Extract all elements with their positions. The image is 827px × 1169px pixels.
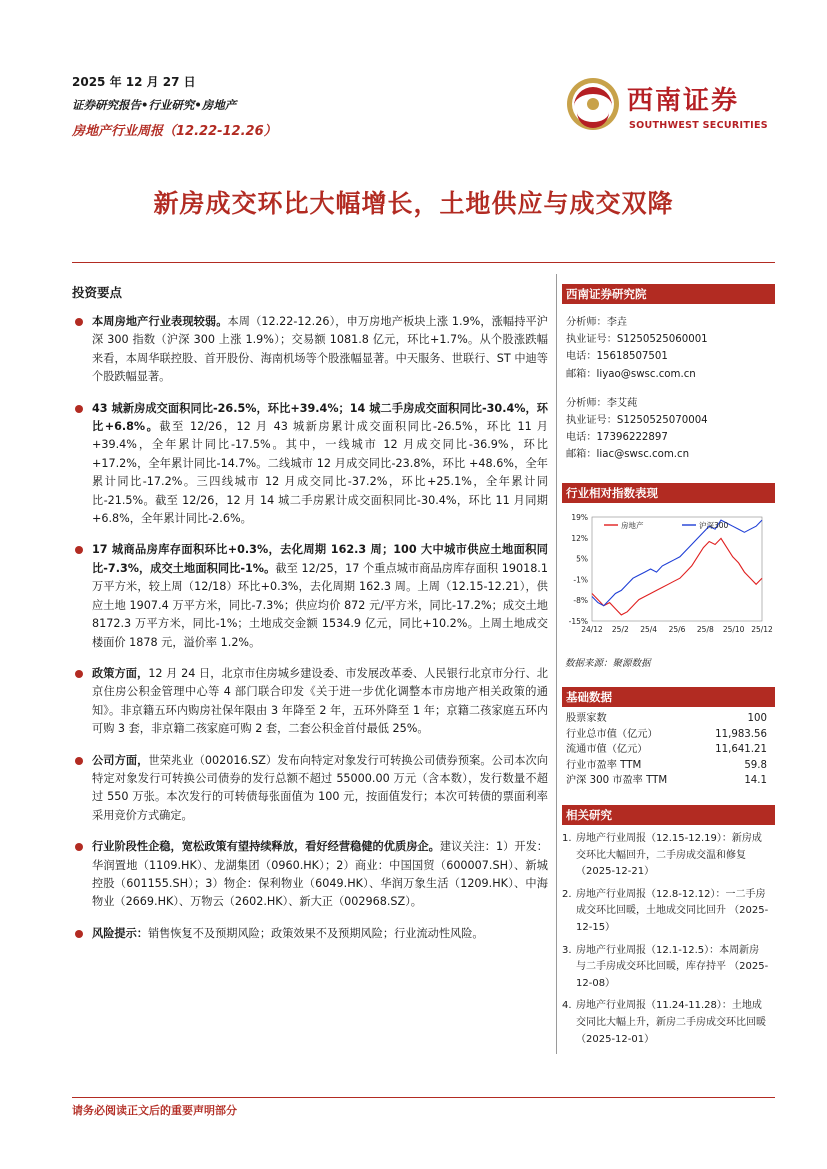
related-item-text: 房地产行业周报（12.15-12.19）：新房成交环比大幅回升，二手房成交温和修复 （2025-12-21） [576,833,762,878]
y-tick-label: 5% [576,554,588,564]
highlight-lead: 17 城商品房库存面积环比+0.3%，去化周期 162.3 周；100 大中城市供应土地面积同比-7.3%，成交土地面积同比-1%。 [92,543,548,575]
related-item-number: 3. [562,944,572,956]
bullet-icon [75,318,83,326]
analyst-phone: 电话：15618507501 [566,351,668,363]
x-tick-label: 25/4 [640,625,658,634]
series-line-0 [592,538,762,615]
highlight-text: 12 月 24 日，北京市住房城乡建设委、市发展改革委、人民银行北京市分行、北京住房公积金管理中心等 4 部门联合印发《关于进一步优化调整本市房地产相关政策的通知》。非京籍五环内购房社保年限由 3 年降至 2 年，五环外降至 1 年；京籍二孩家庭五环内可购 3 套，非京籍二孩家庭可购 2 套，二套公积金首付最低 25%。 [92,666,548,736]
highlight-paragraph [72,838,548,912]
logo-emblem-icon [565,76,621,132]
y-tick-label: 19% [571,513,588,522]
bullet-icon [75,546,83,554]
related-research-panel [562,805,775,1054]
series-line-1 [592,520,762,606]
basic-data-title: 基础数据 [562,687,775,707]
analyst-name: 分析师：李艾莼 [566,397,638,409]
basic-data-panel [562,687,775,789]
basic-data-label: 股票家数 [566,713,607,724]
highlight-lead: 行业阶段性企稳，宽松政策有望持续释放，看好经营稳健的优质房企。 [92,840,440,854]
highlight-paragraph [72,752,548,826]
highlight-paragraph [72,313,548,387]
chart-title: 行业相对指数表现 [562,483,775,503]
chart-svg [562,509,775,644]
analyst-email[interactable]: 邮箱：liac@swsc.com.cn [566,449,690,461]
basic-data-value: 100 [747,713,767,724]
basic-data-value: 14.1 [744,775,767,787]
related-item-text: 房地产行业周报（12.1-12.5）：本周新房与二手房成交环比回暖，库存持平 （2025-12-08） [576,944,769,989]
highlight-text: 截至 12/26，12 月 43 城新房累计成交面积同比-26.5%，环比 11 月+39.4%，全年累计同比-17.5%。其中，一线城市 12 月成交同比-36.9%，环比+17.2%，全年累计同比-14.7%。二线城市 12 月成交同比-23.8%，环比 +48.6%，全年累计同比-17.2%。三四线城市 12 月成交同比-37.2%，环比+25.1%，全年累计同比-21.5%。截至 12/26，12 月 14 城二手房累计成交面积同比-30.4%，环比 11 月同期+6.8%，全年累计同比-2.6%。 [92,420,548,526]
x-tick-label: 25/8 [696,625,714,634]
x-tick-label: 25/10 [722,625,745,634]
highlight-paragraph [72,541,548,651]
chart-source: 数据来源：聚源数据 [565,658,651,669]
basic-data-label: 行业市盈率 TTM [566,759,642,771]
bullet-icon [75,405,83,413]
footer-divider [72,1097,775,1098]
basic-data-row [562,727,775,743]
related-item-number: 4. [562,1000,572,1012]
y-tick-label: -1% [573,575,588,585]
x-tick-label: 25/12 [751,625,773,634]
related-title: 相关研究 [562,805,775,825]
basic-data-row [562,711,775,727]
relative-index-chart [562,509,775,644]
x-tick-label: 24/12 [581,625,603,634]
logo-chinese-name: 西南证券 [627,86,740,116]
related-item-number: 1. [562,833,572,844]
related-item[interactable] [562,831,775,881]
investment-highlights [72,283,548,956]
report-date: 2025 年 12 月 27 日 [72,75,196,89]
highlight-lead: 本周房地产行业表现较弱。 [92,315,228,328]
bullet-icon [75,670,83,678]
highlight-lead: 政策方面， [92,666,149,680]
section-title: 投资要点 [72,285,123,300]
x-tick-label: 25/2 [611,625,629,634]
y-tick-label: 12% [571,533,588,543]
highlight-text: 销售恢复不及预期风险；政策效果不及预期风险；行业流动性风险。 [147,926,484,940]
analyst-name: 分析师：李垚 [566,317,628,328]
analyst-license: 执业证号：S1250525060001 [566,334,708,346]
basic-data-row [562,773,775,789]
highlight-lead: 公司方面， [92,753,149,767]
bullet-icon [75,757,83,765]
basic-data-row [562,742,775,758]
company-logo [565,76,775,136]
highlight-text: 截至 12/25，17 个重点城市商品房库存面积 19018.1 万平方米，较上周（12/18）环比+0.3%，去化周期 162.3 周。上周（12.15-12.21），供应土地 1907.4 万平方米，同比-7.3%；供应均价 872 元/平方米，同比-17.2%；成交土地 8172.3 万平方米，同比-1%；土地成交金额 1534.9 亿元，同比+10.2%。上周土地成交楼面价 1878 元，溢价率 1.2%。 [92,561,548,649]
highlight-text: 建议关注：1）开发：华润置地（1109.HK）、龙湖集团（0960.HK）；2）商业：中国国贸（600007.SH）、新城控股（601155.SH）；3）物企：保利物业（6049.HK）、华润万象生活（1209.HK）、中海物业（2669.HK）、万物云（2602.HK）、新大正（002968.SZ）。 [92,840,548,909]
highlight-lead: 43 城新房成交面积同比-26.5%，环比+39.4%；14 城二手房成交面积同比-30.4%，环比+6.8%。 [92,401,548,434]
basic-data-value: 11,983.56 [715,728,767,740]
weekly-title: 房地产行业周报（12.22-12.26） [72,124,277,139]
highlight-paragraph [72,925,548,943]
institute-title: 西南证券研究院 [562,284,775,304]
related-item[interactable] [562,887,775,937]
x-tick-label: 25/6 [668,625,686,634]
y-tick-label: -15% [568,617,588,626]
logo-english-name: SOUTHWEST SECURITIES [629,120,768,131]
highlight-text: 本周（12.22-12.26），申万房地产板块上涨 1.9%，涨幅持平沪深 300 指数（沪深 300 上涨 1.9%）；交易额 1081.8 亿元，环比+1.7%。从个股涨跌幅来看，本周华联控股、首开股份、海南机场等个股涨幅显著。中天服务、世联行、ST 中迪等个股跌幅显著。 [92,315,548,384]
basic-data-value: 59.8 [744,759,767,771]
analyst-email[interactable]: 邮箱：liyao@swsc.com.cn [566,368,696,380]
basic-data-row [562,758,775,774]
related-item-text: 房地产行业周报（11.24-11.28）：土地成交同比大幅上升，新房二手房成交环比回暖 （2025-12-01） [576,1000,766,1045]
highlight-lead: 风险提示： [92,926,148,940]
related-item-text: 房地产行业周报（12.8-12.12）：一二手房成交环比回暖，土地成交同比回升 （2025-12-15） [576,888,769,933]
basic-data-label: 沪深 300 市盈率 TTM [566,775,668,787]
bullet-icon [75,843,83,851]
bullet-icon [75,930,83,938]
chart-plot-frame [592,517,762,621]
highlight-paragraph [72,400,548,529]
analyst-license: 执业证号：S1250525070004 [566,414,708,426]
related-item[interactable] [562,943,775,993]
basic-data-label: 流通市值（亿元） [566,744,648,756]
highlight-paragraph [72,665,548,739]
footer-note: 请务必阅读正文后的重要声明部分 [72,1104,237,1117]
basic-data-value: 11,641.21 [715,744,767,756]
legend-label: 房地产 [621,521,644,530]
related-item[interactable] [562,998,775,1048]
related-item-number: 2. [562,888,572,900]
report-title: 新房成交环比大幅增长，土地供应与成交双降 [153,189,674,218]
highlight-text: 世荣兆业（002016.SZ）发布向特定对象发行可转换公司债券预案。公司本次向特定对象发行可转换公司债券的发行总额不超过 55000.00 万元（含本数），发行数量不超过 550 万张。本次发行的可转债每张面值为 100 元，按面值发行；本次可转债的票面利率采用竞价方式确定。 [92,753,548,822]
legend-label: 沪深300 [699,521,729,530]
basic-data-label: 行业总市值（亿元） [566,728,658,740]
title-divider [72,262,775,263]
column-divider [556,274,557,1054]
analyst-panel [562,284,775,464]
y-tick-label: -8% [573,596,588,606]
report-type: 证券研究报告•行业研究•房地产 [72,98,237,112]
chart-panel-header [562,483,775,503]
analyst-phone: 电话：17396222897 [566,432,668,444]
